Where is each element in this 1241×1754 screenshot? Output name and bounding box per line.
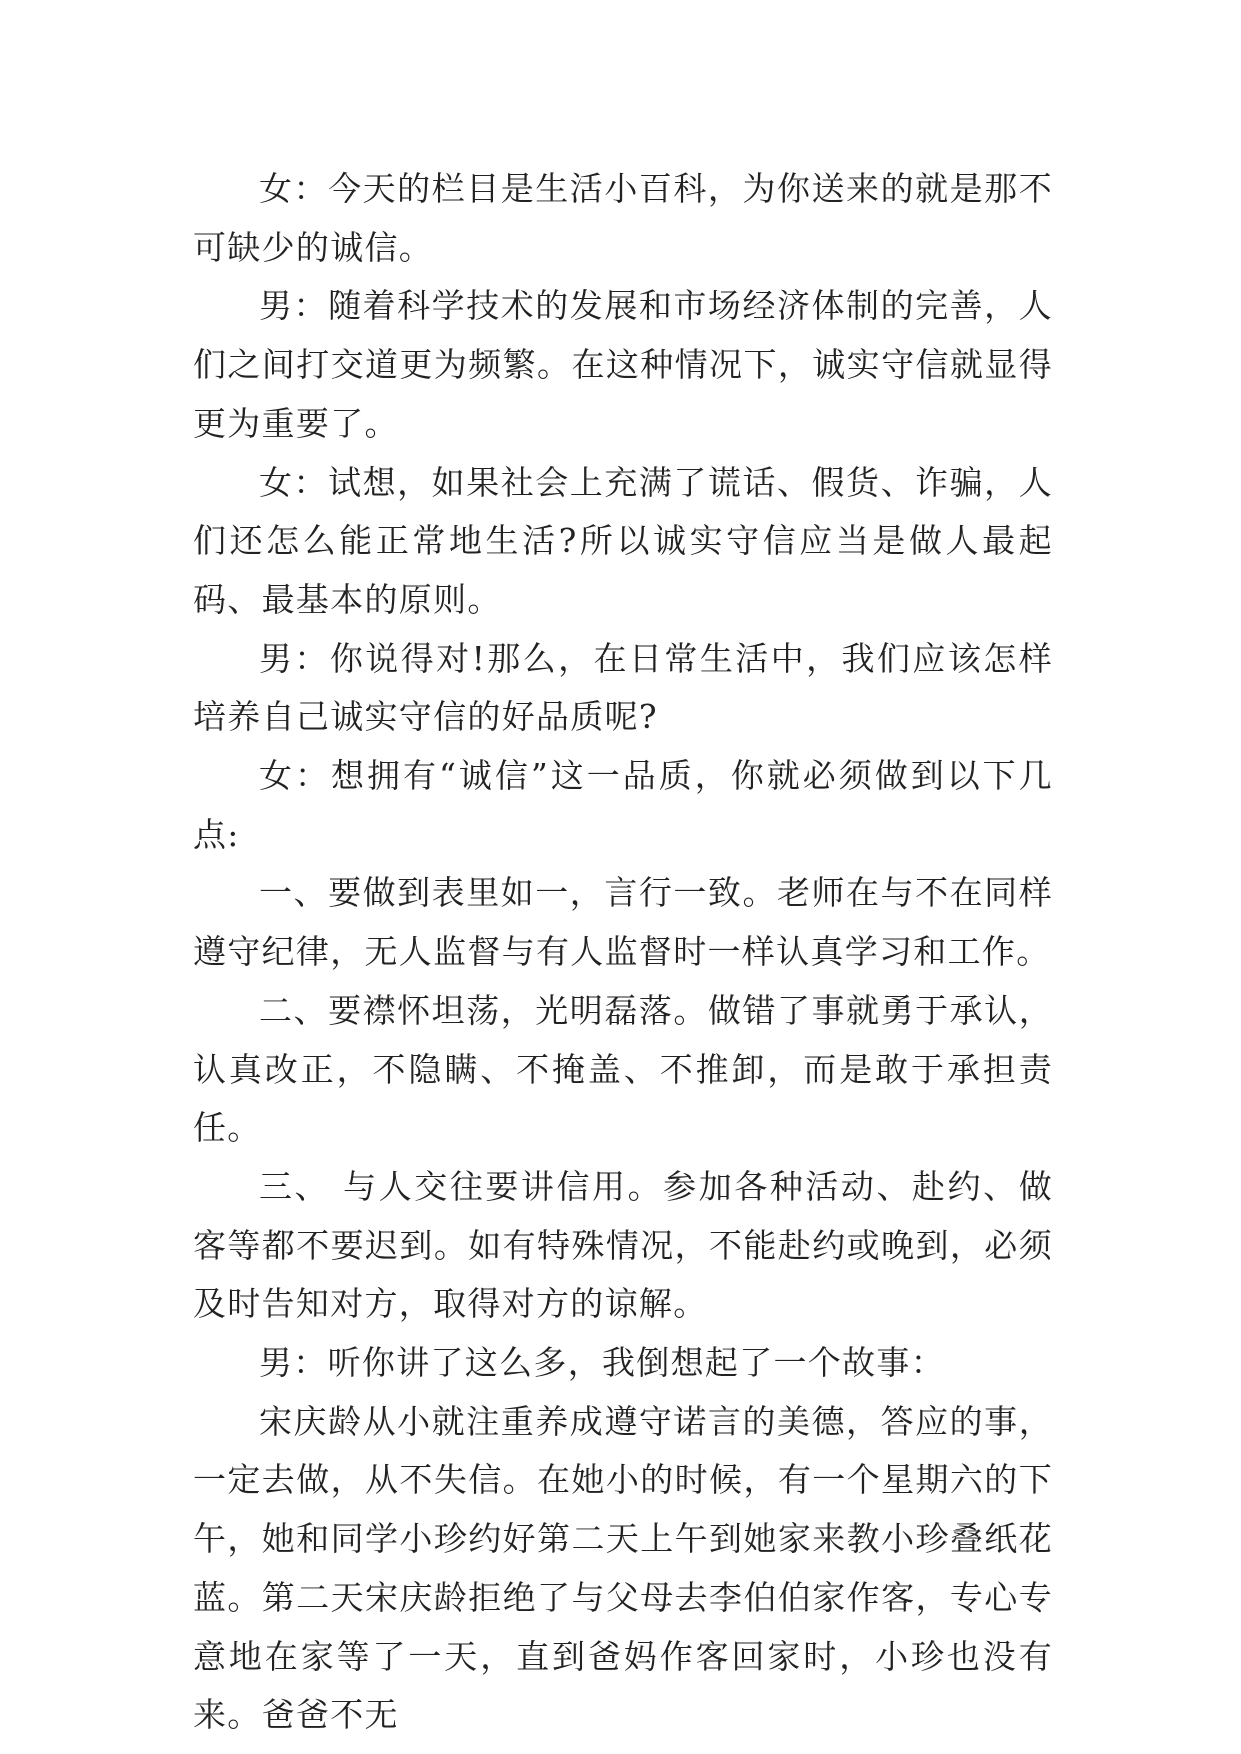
paragraph-8: 三、 与人交往要讲信用。参加各种活动、赴约、做客等都不要迟到。如有特殊情况，不能赴约或晚到，必须及时告知对方，取得对方的谅解。 xyxy=(193,1166,1053,1324)
paragraph-9: 男：听你讲了这么多，我倒想起了一个故事： xyxy=(259,1343,945,1383)
paragraph-6: 一、要做到表里如一，言行一致。老师在与不在同样遵守纪律，无人监督与有人监督时一样认真学习和工作。 xyxy=(193,873,1053,972)
paragraph-3: 女：试想，如果社会上充满了谎话、假货、诈骗，人们还怎么能正常地生活?所以诚实守信应当是做人最起码、最基本的原则。 xyxy=(193,462,1053,619)
document-body xyxy=(193,160,1053,1745)
paragraph-10: 宋庆龄从小就注重养成遵守诺言的美德，答应的事，一定去做，从不失信。在她小的时候，有一个星期六的下午，她和同学小珍约好第二天上午到她家来教小珍叠纸花蓝。第二天宋庆龄拒绝了与父母去李伯伯家作客，专心专意地在家等了一天，直到爸妈作客回家时，小珍也没有来。爸爸不无 xyxy=(193,1401,1053,1735)
paragraph-5: 女：想拥有“诚信”这一品质，你就必须做到以下几点: xyxy=(193,756,1053,854)
paragraph-4: 男：你说得对!那么，在日常生活中，我们应该怎样培养自己诚实守信的好品质呢? xyxy=(193,638,1053,737)
paragraph-7: 二、要襟怀坦荡，光明磊落。做错了事就勇于承认，认真改正，不隐瞒、不掩盖、不推卸，而是敢于承担责任。 xyxy=(193,990,1053,1148)
paragraph-1: 女：今天的栏目是生活小百科，为你送来的就是那不可缺少的诚信。 xyxy=(193,169,1053,267)
paragraph-2: 男：随着科学技术的发展和市场经济体制的完善，人们之间打交道更为频繁。在这种情况下，诚实守信就显得更为重要了。 xyxy=(193,286,1053,443)
